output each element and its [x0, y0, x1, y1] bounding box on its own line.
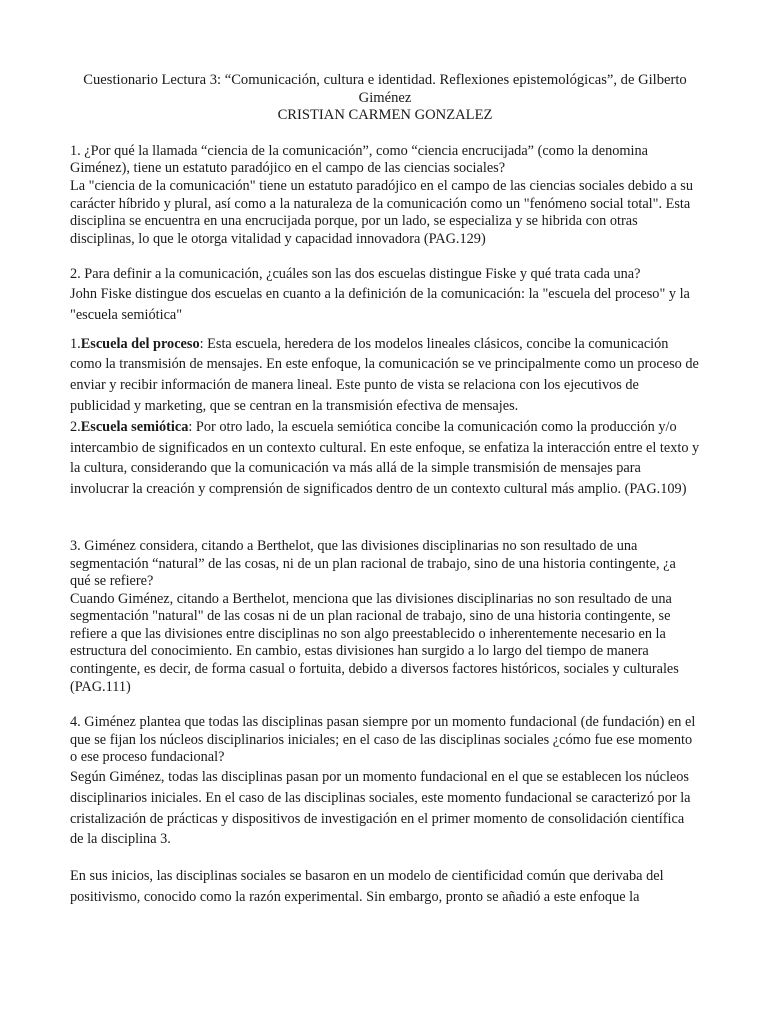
school-process-text: : Esta escuela, heredera de los modelos lineales clásicos, concibe la comunicación como la transmisión de mensajes. En este enfoque, la comunicación se ve principalmente como un proceso de enviar y recibir información de manera lineal. Este punto de vista se relaciona con los ejecutivos de publicidad y marketing, que se centran en la transmisión efectiva de mensajes.: [70, 335, 699, 414]
spacer: [70, 125, 700, 143]
spacer: [70, 500, 700, 538]
answer-3: Cuando Giménez, citando a Berthelot, menciona que las divisiones disciplinarias no son resultado de una segmentación "natural" de las cosas ni de un plan racional de trabajo, sino de una historia contingente, se refiere a que las divisiones entre disciplinas no son algo preestablecido o inherentemente necesario en la estructura del conocimiento. En cambio, estas divisiones han surgido a lo largo del tiempo de manera contingente, es decir, de forma casual o fortuita, debido a diversos factores históricos, sociales y culturales (PAG.111): [70, 590, 679, 695]
school-process-paragraph: [70, 334, 700, 417]
answer-4: Según Giménez, todas las disciplinas pasan por un momento fundacional en el que se establecen los núcleos disciplinarios iniciales. En el caso de las disciplinas sociales, este momento fundacional se caracterizó por la cristalización de prácticas y dispositivos de investigación en el primer momento de consolidación científica de la disciplina 3.: [70, 769, 691, 848]
answer-2-intro: John Fiske distingue dos escuelas en cuanto a la definición de la comunicación: la "escuela del proceso" y la "escuela semiótica": [70, 285, 690, 323]
school-process-number: 1.: [70, 335, 81, 352]
question-2: 2. Para definir a la comunicación, ¿cuáles son las dos escuelas distingue Fiske y qué trata cada una?: [70, 266, 641, 283]
school-process-name: Escuela del proceso: [80, 335, 200, 352]
school-semiotic-number: 2.: [70, 418, 81, 435]
question-3: 3. Giménez considera, citando a Berthelot, que las divisiones disciplinarias no son resultado de una segmentación “natural” de las cosas, ni de un plan racional de trabajo, sino de una historia contingente, ¿a qué se refiere?: [70, 537, 676, 590]
answer-1: La "ciencia de la comunicación" tiene un estatuto paradójico en el campo de las ciencias sociales debido a su carácter híbrido y plural, así como a la naturaleza de la comunicación como un "fenómeno social total". Esta disciplina se encuentra en una encrucijada porque, por un lado, se especializa y se hibrida con otras disciplinas, lo que le otorga vitalidad y capacidad innovadora (PAG.129): [70, 177, 694, 247]
school-semiotic-text: : Por otro lado, la escuela semiótica concibe la comunicación como la producción y/o intercambio de significados en un contexto cultural. En este enfoque, se enfatiza la interacción entre el texto y la cultura, considerando que la comunicación va más allá de la simple transmisión de mensajes para involucrar la creación y comprensión de significados dentro de un contexto cultural más amplio. (PAG.109): [70, 418, 700, 498]
spacer: [70, 696, 700, 714]
answer-4-continuation: En sus inicios, las disciplinas sociales se basaron en un modelo de cientificidad común que derivaba del positivismo, conocido como la razón experimental. Sin embargo, pronto se añadió a este enfoque la: [70, 868, 664, 906]
author-name: CRISTIAN CARMEN GONZALEZ: [277, 107, 493, 124]
school-semiotic-paragraph: [70, 417, 700, 500]
question-1: 1. ¿Por qué la llamada “ciencia de la comunicación”, como “ciencia encrucijada” (como la denomina Giménez), tiene un estatuto paradójico en el campo de las ciencias sociales?: [70, 142, 648, 177]
document-page: [70, 72, 700, 908]
question-4: 4. Giménez plantea que todas las disciplinas pasan siempre por un momento fundacional (de fundación) en el que se fijan los núcleos disciplinarios iniciales; en el caso de las disciplinas sociales ¿cómo fue ese momento o ese proceso fundacional?: [70, 714, 696, 766]
document-title: Cuestionario Lectura 3: “Comunicación, cultura e identidad. Reflexiones epistemológicas”, de Gilberto Giménez: [83, 72, 687, 106]
school-semiotic-name: Escuela semiótica: [80, 418, 189, 435]
spacer: [70, 850, 700, 866]
spacer: [70, 326, 700, 334]
spacer: [70, 248, 700, 266]
